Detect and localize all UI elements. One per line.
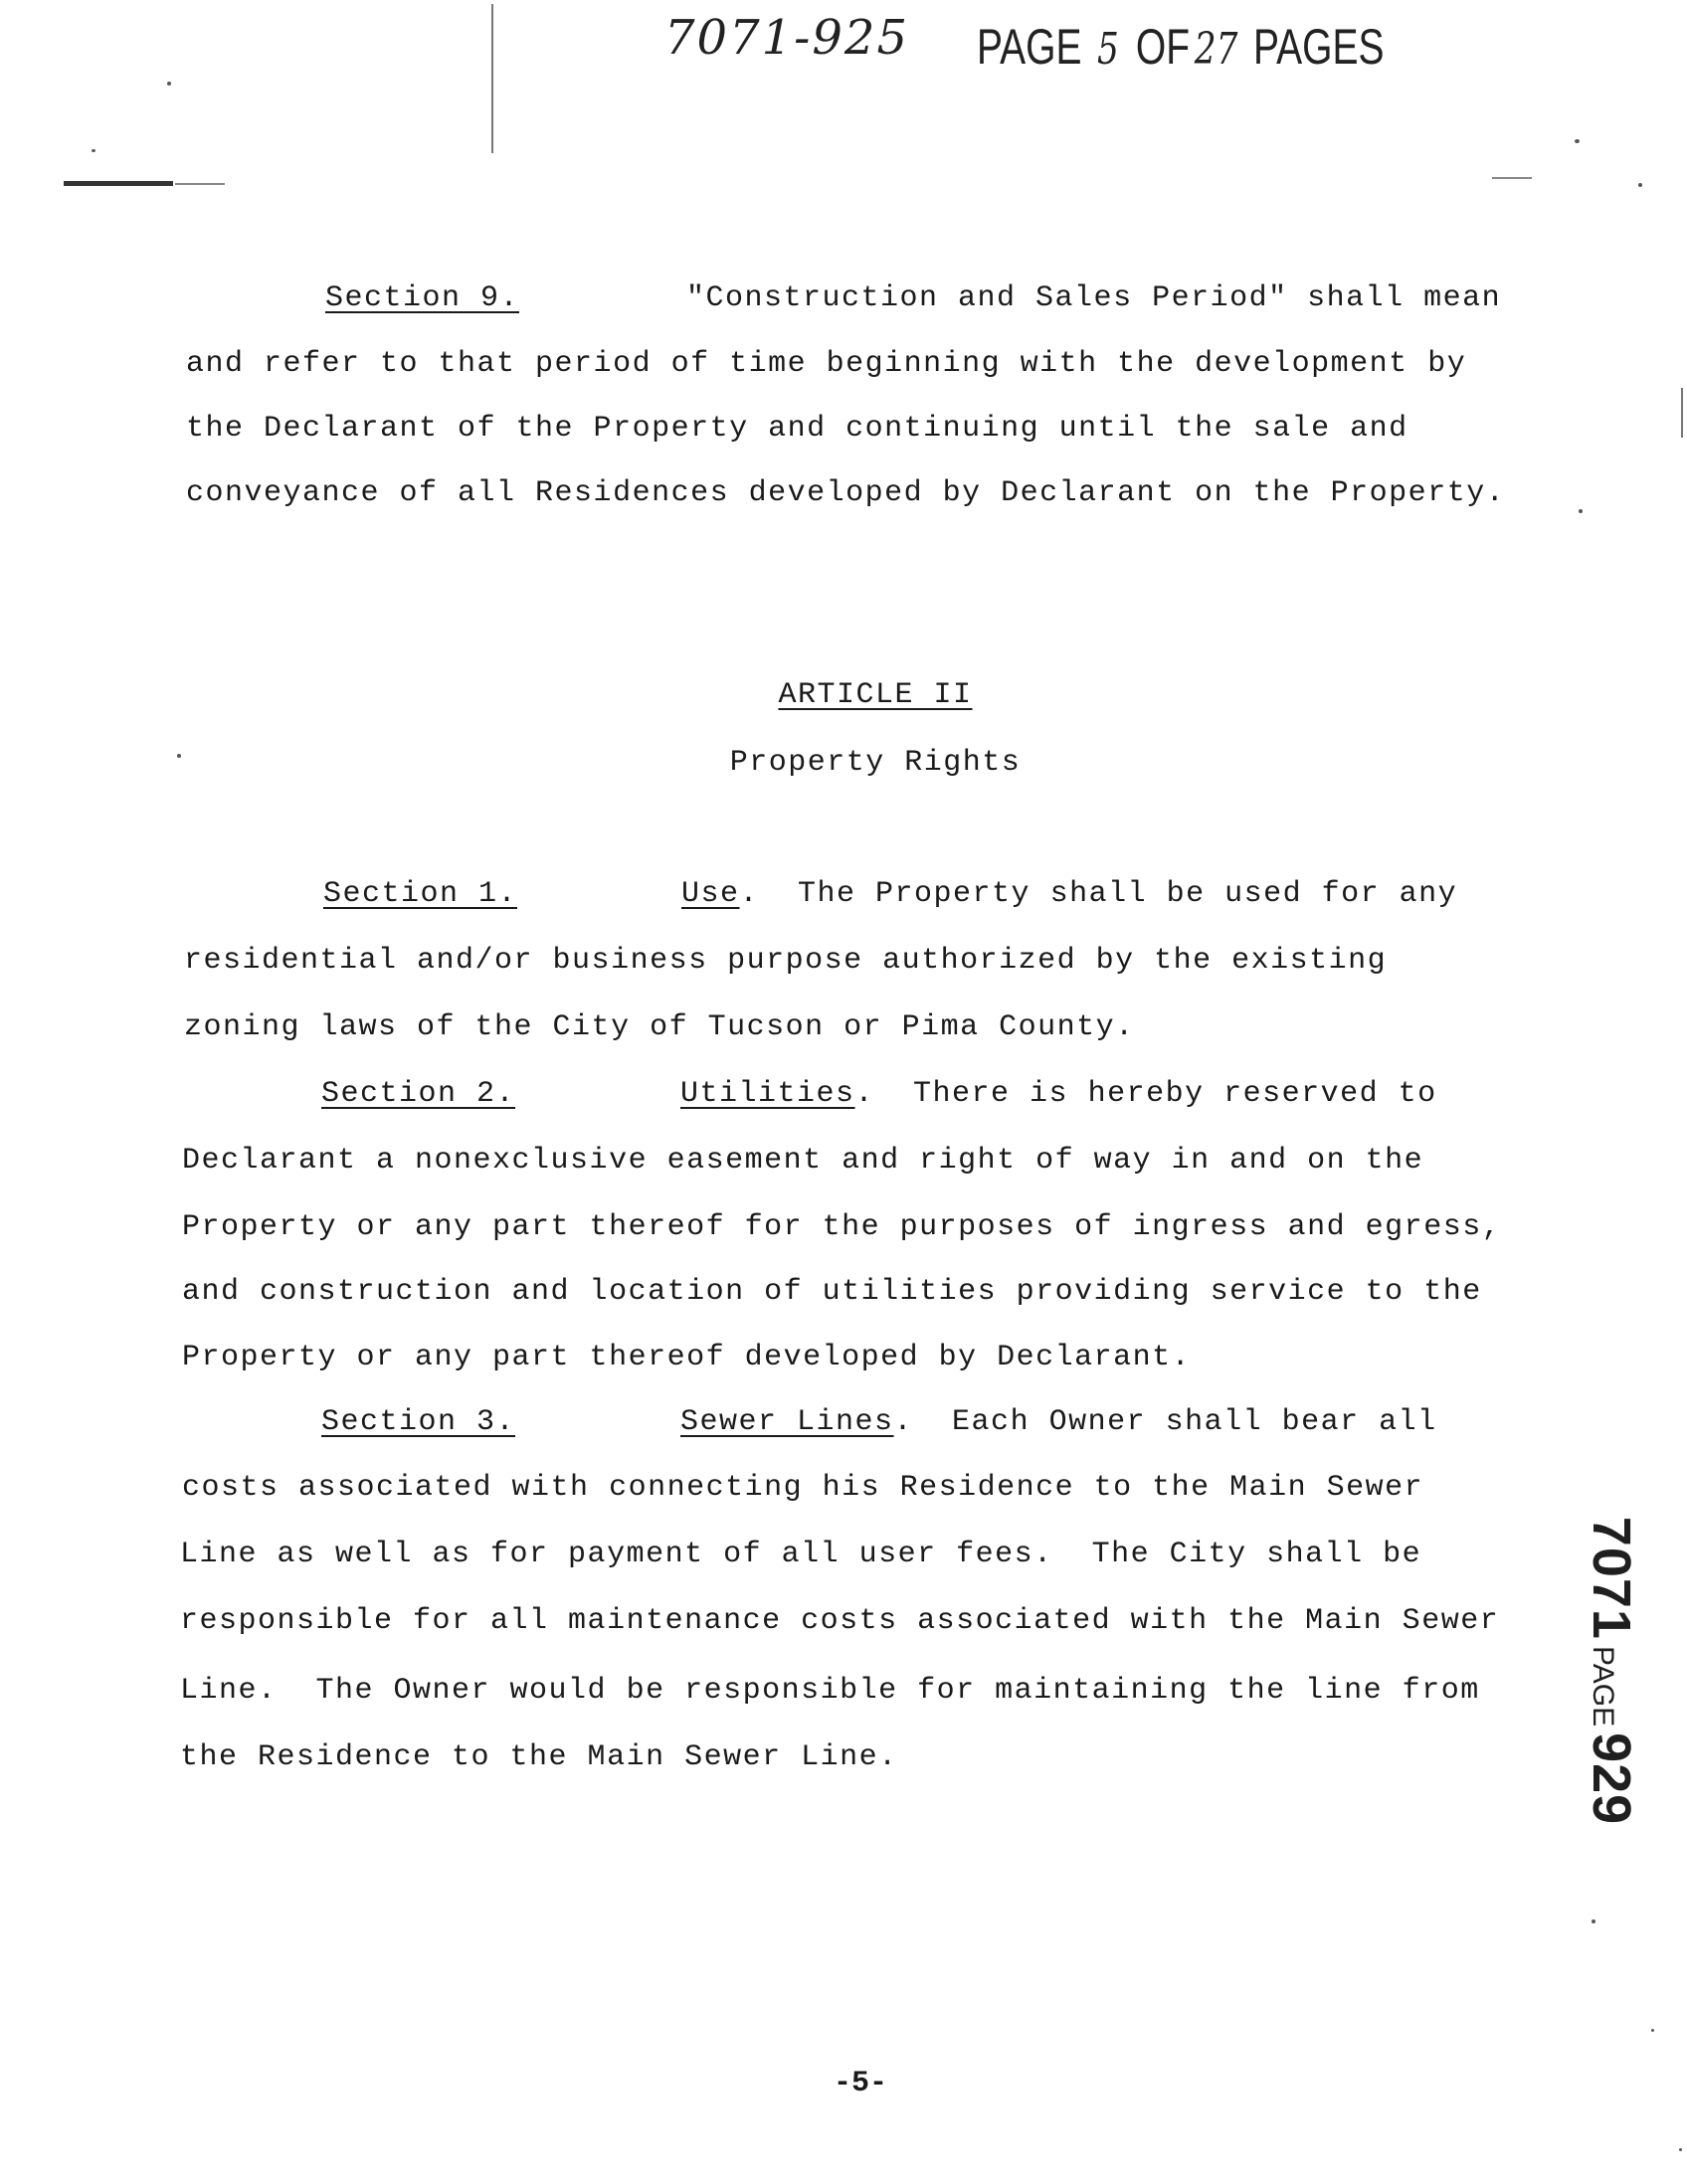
scan-mark <box>64 181 173 186</box>
scan-speck <box>1638 183 1642 187</box>
article-heading: ARTICLE II <box>778 678 973 712</box>
section-1-title: Use <box>681 877 740 911</box>
section-3-title: Sewer Lines <box>680 1405 894 1439</box>
section-9-line-4: conveyance of all Residences developed by Declarant on the Property. <box>186 476 1506 510</box>
scan-speck <box>177 754 181 758</box>
section-9-line-3: the Declarant of the Property and continuing until the sale and <box>186 412 1408 446</box>
scan-speck <box>1579 509 1583 513</box>
section-3-line-4: responsible for all maintenance costs associated with the Main Sewer <box>180 1604 1500 1638</box>
section-2-line-4: and construction and location of utilities providing service to the <box>182 1275 1482 1309</box>
section-9-line-2: and refer to that period of time beginning with the development by <box>186 347 1467 381</box>
section-3-line-5: Line. The Owner would be responsible for maintaining the line from <box>180 1674 1480 1708</box>
scan-speck <box>1575 139 1580 143</box>
section-3-label: Section 3. <box>321 1405 516 1439</box>
pages-label: PAGES <box>1252 19 1385 75</box>
of-label: OF <box>1135 19 1191 75</box>
section-2-line-5: Property or any part thereof developed by Declarant. <box>182 1341 1192 1374</box>
section-9-label: Section 9. <box>325 281 520 315</box>
section-2-label: Section 2. <box>321 1077 516 1111</box>
page-label: PAGE <box>977 19 1082 75</box>
section-2-first-line: Utilities. There is hereby reserved to <box>680 1077 1437 1111</box>
scan-speck <box>1651 2029 1654 2032</box>
scan-mark <box>1492 177 1532 179</box>
page-marker: -5- <box>833 2067 887 2100</box>
section-3-first-line: Sewer Lines. Each Owner shall bear all <box>680 1405 1437 1439</box>
scan-mark <box>175 183 225 185</box>
page-count-header <box>977 18 1384 76</box>
section-2-line-3: Property or any part thereof for the purposes of ingress and egress, <box>182 1210 1502 1244</box>
section-1-line-3: zoning laws of the City of Tucson or Pima County. <box>184 1010 1135 1044</box>
page-number: 5 <box>1097 24 1119 75</box>
section-9-line-1: "Construction and Sales Period" shall mean <box>686 281 1502 315</box>
section-3-line-3: Line as well as for payment of all user fees. The City shall be <box>180 1538 1422 1571</box>
scan-speck <box>1592 1919 1595 1923</box>
stamp-page-word: PAGE <box>1587 1645 1619 1728</box>
handwritten-recording-number: 7071-925 <box>664 10 909 66</box>
section-3-line-2: costs associated with connecting his Residence to the Main Sewer <box>182 1471 1424 1505</box>
scan-speck <box>1679 2148 1682 2151</box>
scan-mark <box>491 4 493 153</box>
total-pages: 27 <box>1194 24 1238 75</box>
scan-speck <box>167 82 171 86</box>
scan-speck <box>92 149 95 152</box>
section-1-label: Section 1. <box>323 877 518 911</box>
section-1-first-line: Use. The Property shall be used for any <box>681 877 1458 911</box>
scan-mark <box>1681 388 1683 438</box>
stamp-docket: 7071 <box>1582 1516 1641 1640</box>
section-2-line-2: Declarant a nonexclusive easement and right of way in and on the <box>182 1144 1424 1178</box>
recording-stamp <box>1582 1516 1641 1826</box>
section-2-title: Utilities <box>680 1077 855 1111</box>
section-1-line-2: residential and/or business purpose authorized by the existing <box>184 944 1388 978</box>
stamp-page: 929 <box>1582 1732 1641 1826</box>
article-subheading: Property Rights <box>729 746 1022 780</box>
section-3-line-6: the Residence to the Main Sewer Line. <box>180 1740 898 1774</box>
